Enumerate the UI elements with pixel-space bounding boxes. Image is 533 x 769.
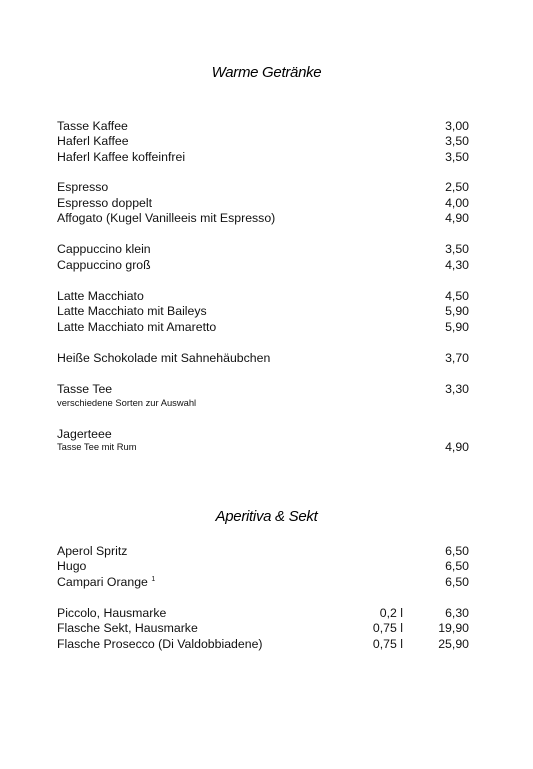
item-price: 3,50: [445, 134, 469, 148]
item-name: Haferl Kaffee koffeinfrei: [57, 150, 186, 164]
item-price: 3,70: [445, 351, 469, 365]
item-name: Espresso: [57, 180, 109, 194]
item-price: 3,50: [445, 150, 469, 164]
menu-item-price-row: [57, 439, 469, 455]
item-name: Latte Macchiato: [57, 289, 144, 303]
item-price: 4,90: [445, 440, 469, 454]
item-name: Flasche Prosecco (Di Valdobbiadene): [57, 637, 263, 651]
item-price: 2,50: [445, 180, 469, 194]
menu-item: [57, 241, 469, 257]
item-name: Piccolo, Hausmarke: [57, 606, 167, 620]
item-price: 19,90: [438, 621, 469, 635]
menu-item: [57, 620, 469, 636]
section-title-warme-getraenke: Warme Getränke: [211, 64, 322, 81]
item-name: Latte Macchiato mit Amaretto: [57, 320, 217, 334]
item-name: Flasche Sekt, Hausmarke: [57, 621, 198, 635]
menu-item: [57, 350, 469, 366]
item-price: 3,30: [445, 382, 469, 396]
item-volume: 0,75 l: [372, 637, 403, 651]
menu-item: [57, 543, 469, 559]
menu-item: [57, 558, 469, 574]
item-name: Hugo: [57, 559, 87, 573]
item-price: 25,90: [438, 637, 469, 651]
item-price: 3,00: [445, 119, 469, 133]
menu-item: [57, 605, 469, 621]
item-name-text: Campari Orange: [57, 575, 148, 589]
item-price: 6,30: [445, 606, 469, 620]
item-volume: 0,2 l: [379, 606, 403, 620]
menu-item: [57, 133, 469, 149]
item-price: 5,90: [445, 304, 469, 318]
menu-item: [57, 381, 469, 397]
item-name: Latte Macchiato mit Baileys: [57, 304, 207, 318]
item-price: 6,50: [445, 559, 469, 573]
section-title-aperitiva-sekt: Aperitiva & Sekt: [215, 508, 318, 525]
item-price: 4,00: [445, 196, 469, 210]
item-name: Affogato (Kugel Vanilleeis mit Espresso): [57, 211, 276, 225]
item-name: Tasse Kaffee: [57, 119, 128, 133]
item-price: 4,30: [445, 258, 469, 272]
item-name: Haferl Kaffee: [57, 134, 129, 148]
menu-item: [57, 149, 469, 165]
menu-item: [57, 636, 469, 652]
item-price: 6,50: [445, 575, 469, 589]
menu-item: [57, 574, 469, 590]
item-name: [57, 574, 155, 590]
footnote-marker: 1: [151, 575, 156, 583]
item-subtitle: verschiedene Sorten zur Auswahl: [57, 397, 197, 408]
item-price: 6,50: [445, 544, 469, 558]
item-price: 3,50: [445, 242, 469, 256]
item-subtitle: Tasse Tee mit Rum: [57, 441, 137, 452]
item-name: Cappuccino groß: [57, 258, 151, 272]
item-name: Espresso doppelt: [57, 196, 153, 210]
item-volume: 0,75 l: [372, 621, 403, 635]
menu-item: [57, 288, 469, 304]
menu-item: [57, 303, 469, 319]
item-name: Heiße Schokolade mit Sahnehäubchen: [57, 351, 271, 365]
menu-item: [57, 210, 469, 226]
item-price: 5,90: [445, 320, 469, 334]
item-price: 4,90: [445, 211, 469, 225]
item-name: Jagerteee: [57, 427, 112, 441]
item-name: Tasse Tee: [57, 382, 113, 396]
menu-item: [57, 319, 469, 335]
item-name: Cappuccino klein: [57, 242, 151, 256]
menu-item: [57, 257, 469, 273]
item-price: 4,50: [445, 289, 469, 303]
item-name: Aperol Spritz: [57, 544, 128, 558]
menu-item: [57, 179, 469, 195]
menu-item: [57, 118, 469, 134]
menu-item: [57, 195, 469, 211]
